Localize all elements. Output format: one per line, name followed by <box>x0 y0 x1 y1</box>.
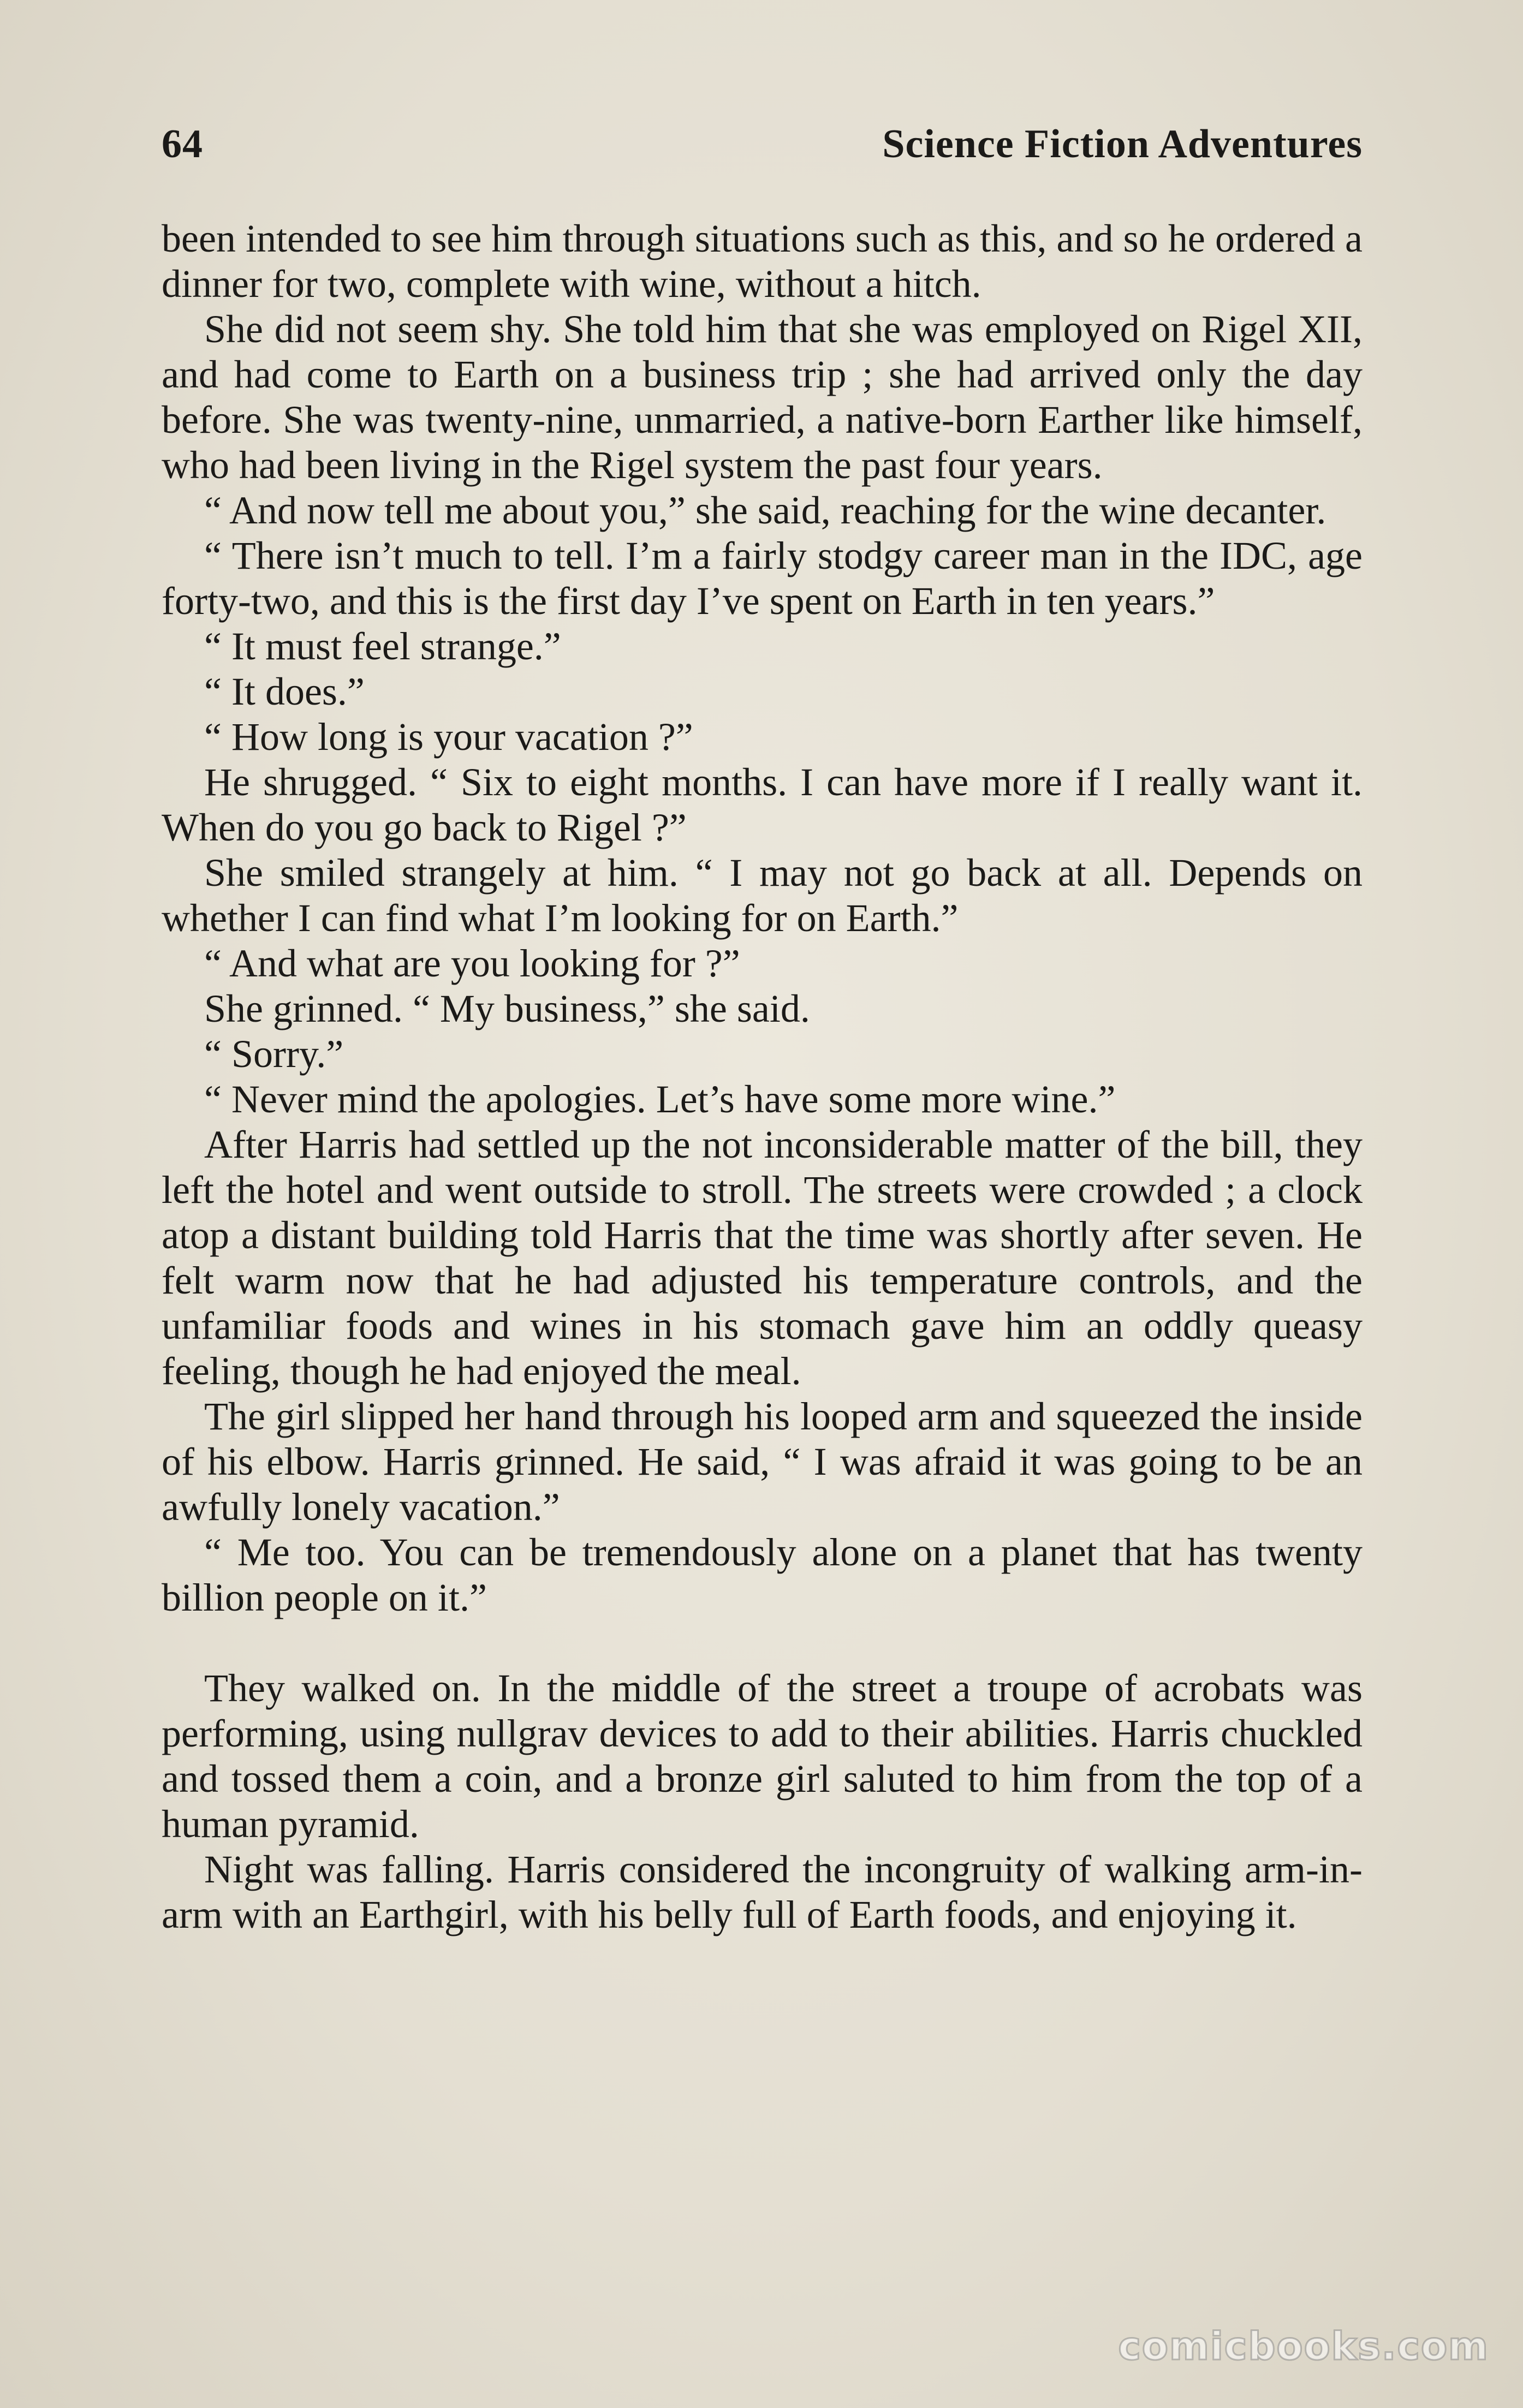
page-number: 64 <box>162 122 203 166</box>
paragraph: “ There isn’t much to tell. I’m a fairly stodgy career man in the IDC, age forty-two, and this is the first day I’ve spent on Earth in ten years.” <box>162 534 1363 623</box>
paragraph: He shrugged. “ Six to eight months. I can have more if I really want it. When do you go back to Rigel ?” <box>162 760 1363 849</box>
paragraph: They walked on. In the middle of the street a troupe of acrobats was performing, using nullgrav devices to add to their abilities. Harris chuckled and tossed them a coin, and a bronze girl saluted to him from the top of a human pyramid. <box>162 1666 1363 1846</box>
paragraph: The girl slipped her hand through his looped arm and squeezed the inside of his elbow. Harris grinned. He said, “ I was afraid it was going to be an awfully lonely vacation.” <box>162 1394 1363 1529</box>
paragraph: “ Sorry.” <box>204 1032 344 1076</box>
paragraph: “ And what are you looking for ?” <box>204 941 740 985</box>
watermark: comicbooks.com <box>1118 2324 1489 2369</box>
page-header <box>162 121 1363 181</box>
paragraph: “ And now tell me about you,” she said, reaching for the wine decanter. <box>204 488 1326 532</box>
running-title: Science Fiction Adventures <box>882 122 1363 166</box>
paragraph: “ How long is your vacation ?” <box>204 715 693 759</box>
paragraph: “ Me too. You can be tremendously alone on a planet that has twenty billion people on it.” <box>162 1530 1363 1619</box>
paragraph: She smiled strangely at him. “ I may not go back at all. Depends on whether I can find what I’m looking for on Earth.” <box>162 851 1363 940</box>
paragraph: She did not seem shy. She told him that she was employed on Rigel XII, and had come to Earth on a business trip ; she had arrived only the day before. She was twenty-nine, unmarried, a native-born Earther like himself, who had been living in the Rigel system the past four years. <box>162 307 1363 487</box>
paragraph: She grinned. “ My business,” she said. <box>204 987 810 1030</box>
story-text <box>162 216 1363 1938</box>
paragraph: After Harris had settled up the not inconsiderable matter of the bill, they left the hotel and went outside to stroll. The streets were crowded ; a clock atop a distant building told Harris that the time was shortly after seven. He felt warm now that he had adjusted his temperature controls, and the unfamiliar foods and wines in his stomach gave him an oddly queasy feeling, though he had enjoyed the meal. <box>162 1123 1363 1393</box>
paragraph: “ Never mind the apologies. Let’s have some more wine.” <box>204 1077 1116 1121</box>
section-break <box>162 1620 1363 1666</box>
paragraph: “ It must feel strange.” <box>204 624 561 668</box>
paragraph: been intended to see him through situations such as this, and so he ordered a dinner for two, complete with wine, without a hitch. <box>162 217 1363 306</box>
paragraph: Night was falling. Harris considered the incongruity of walking arm-in-arm with an Earthgirl, with his belly full of Earth foods, and enjoying it. <box>162 1847 1363 1936</box>
paragraph: “ It does.” <box>204 670 365 713</box>
